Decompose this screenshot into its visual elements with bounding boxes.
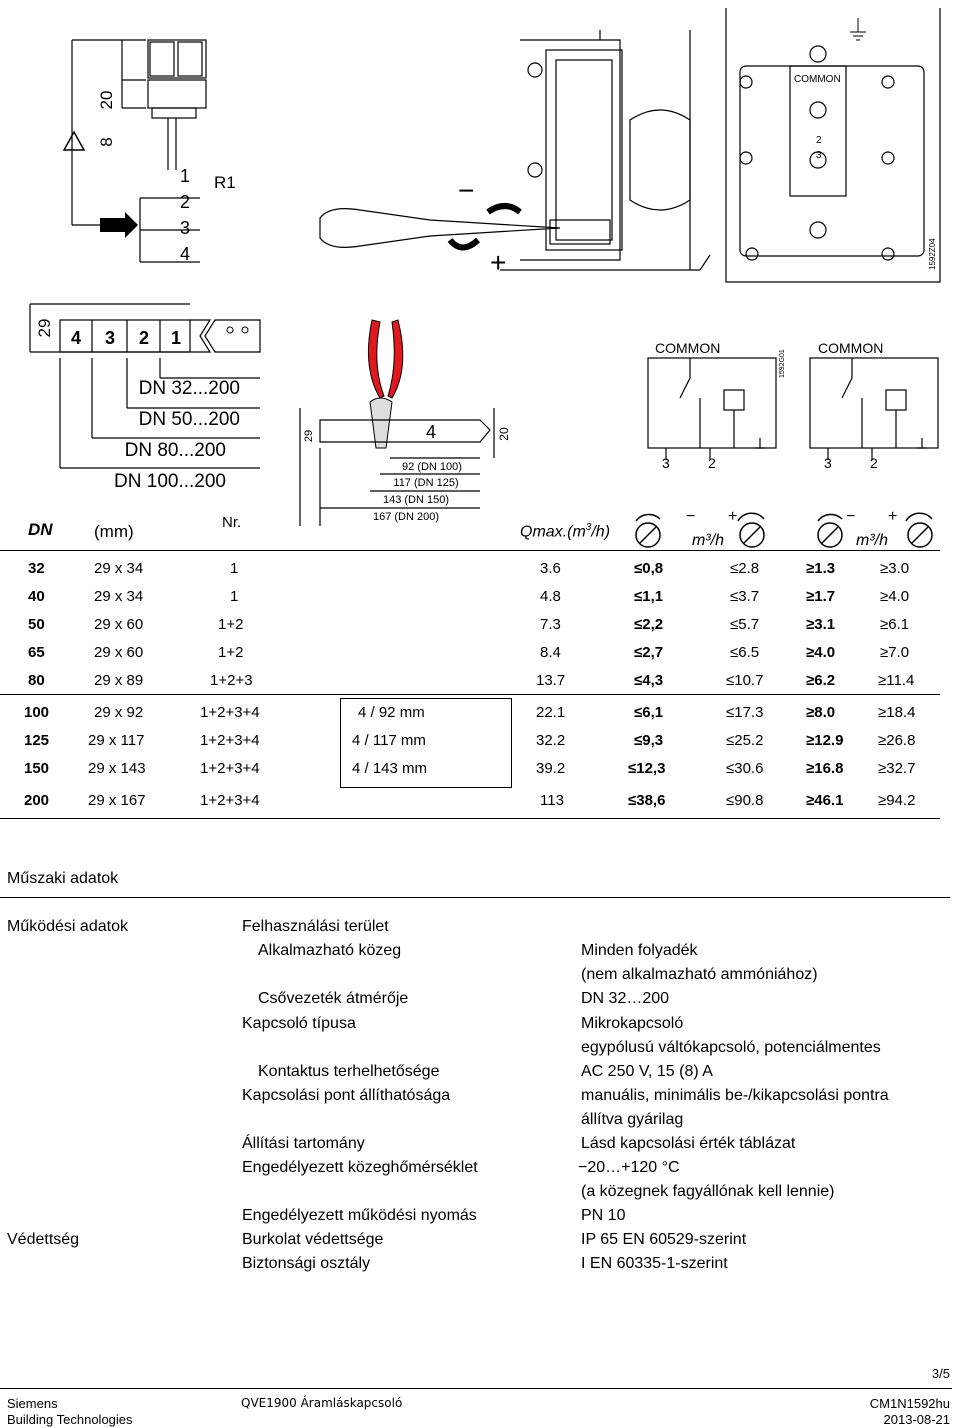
spec-label: Csővezeték átmérője (258, 990, 409, 1007)
spec-label: Alkalmazható közeg (258, 942, 402, 959)
cell-mm: 29 x 92 (94, 704, 144, 721)
cell-max-on: ≥94.2 (878, 792, 916, 809)
table-row (0, 640, 960, 668)
spec-label: Állítási tartomány (242, 1135, 365, 1152)
fig-label-r1: R1 (214, 173, 236, 192)
cell-dn: 65 (28, 644, 45, 661)
cell-min-off: ≤2,2 (634, 616, 664, 633)
paddle-2: 2 (138, 328, 150, 348)
cell-mm: 29 x 60 (94, 644, 144, 661)
cell-mm: 29 x 117 (88, 732, 145, 749)
dn-range-1: DN 32...200 (138, 378, 240, 399)
cell-len: 4 / 143 mm (352, 760, 428, 777)
table-row (0, 668, 960, 696)
cell-min-off: ≤6,1 (634, 704, 664, 721)
cell-max-on: ≥26.8 (878, 732, 916, 749)
fig-minus: − (458, 175, 475, 206)
term-right-2: 2 (870, 455, 878, 471)
cell-dn: 50 (28, 616, 45, 633)
cell-qmax: 8.4 (540, 644, 561, 661)
fig-label-8: 8 (97, 137, 116, 147)
header-m3h-2: m³/h (856, 532, 888, 549)
dn-range-4: DN 100...200 (114, 471, 226, 492)
cell-min-off: ≤2,7 (634, 644, 664, 661)
cell-nr: 1+2+3+4 (200, 732, 260, 749)
cell-qmax: 22.1 (536, 704, 566, 721)
cell-max-on: ≥6.1 (880, 616, 910, 633)
table-row (0, 584, 960, 612)
spec-value: egypólusú váltókapcsoló, potenciálmentes (581, 1039, 881, 1056)
cell-max-off: ≤17.3 (726, 704, 764, 721)
cell-max-on: ≥11.4 (878, 672, 915, 689)
cell-max-on: ≥4.0 (880, 588, 910, 605)
mounting-figure-top (0, 0, 960, 300)
fig-label-3: 3 (180, 218, 191, 238)
cell-max-on: ≥18.4 (878, 704, 916, 721)
cell-min-on: ≥16.8 (806, 760, 844, 777)
header-dn: DN (28, 520, 53, 539)
cell-max-off: ≤30.6 (726, 760, 764, 777)
table-divider (0, 694, 940, 695)
cell-max-off: ≤6.5 (730, 644, 760, 661)
cell-qmax: 4.8 (540, 588, 561, 605)
header-qmax: $Qmax.(m^3/h)$ (520, 522, 611, 541)
cell-qmax: 32.2 (536, 732, 566, 749)
spec-label: Felhasználási terület (242, 918, 389, 935)
common-left: COMMON (655, 340, 721, 356)
cell-qmax: 13.7 (536, 672, 566, 689)
table-top-rule (0, 550, 940, 551)
cell-min-on: ≥46.1 (806, 792, 844, 809)
spec-group-label: Védettség (7, 1231, 80, 1248)
length-dn100: 92 (DN 100) (402, 461, 462, 473)
spec-label: Kontaktus terhelhetősége (258, 1063, 440, 1080)
length-dn125: 117 (DN 125) (393, 477, 459, 489)
footer-date: 2013-08-21 (883, 1412, 950, 1427)
cell-qmax: 7.3 (540, 616, 561, 633)
pliers-paddle-4: 4 (426, 422, 437, 442)
cell-min-on: ≥3.1 (806, 616, 836, 633)
cell-len: 4 / 117 mm (352, 732, 426, 749)
svg-text:!: ! (70, 137, 74, 151)
cell-max-off: ≤10.7 (726, 672, 764, 689)
cell-mm: 29 x 60 (94, 616, 144, 633)
cell-mm: 29 x 34 (94, 560, 144, 577)
cell-dn: 200 (24, 792, 50, 809)
cell-len: 4 / 92 mm (358, 704, 425, 721)
cell-min-off: ≤12,3 (628, 760, 666, 777)
mounting-figure-mid (0, 298, 960, 528)
spec-value: PN 10 (581, 1207, 626, 1224)
header-plus-2: + (888, 508, 898, 525)
spec-value: Lásd kapcsolási érték táblázat (581, 1135, 796, 1152)
fig-label-4: 4 (180, 244, 191, 264)
table-row (0, 788, 960, 816)
adjust-screws (630, 505, 950, 555)
cell-dn: 100 (24, 704, 50, 721)
cell-min-off: ≤9,3 (634, 732, 664, 749)
header-mm: (mm) (94, 522, 134, 541)
cell-min-on: ≥6.2 (806, 672, 836, 689)
section-rule (0, 897, 950, 898)
footer-doc-number: CM1N1592hu (869, 1396, 950, 1411)
cell-min-on: ≥4.0 (806, 644, 836, 661)
cell-max-on: ≥3.0 (880, 560, 910, 577)
page-number: 3/5 (931, 1366, 950, 1381)
cell-dn: 80 (28, 672, 45, 689)
cell-nr: 1+2+3 (210, 672, 253, 689)
insert-arrow-icon (100, 212, 138, 238)
section-title: Műszaki adatok (7, 870, 119, 887)
spec-value: (nem alkalmazható ammóniához) (581, 966, 818, 983)
spec-value: (a közegnek fagyállónak kell lennie) (581, 1183, 835, 1200)
cell-min-off: ≤0,8 (634, 560, 664, 577)
footer-division: Building Technologies (7, 1412, 133, 1427)
cell-dn: 150 (24, 760, 50, 777)
cell-max-on: ≥7.0 (880, 644, 910, 661)
term-right-3: 3 (824, 455, 832, 471)
fig-term-2: 2 (816, 135, 822, 146)
common-right: COMMON (818, 340, 884, 356)
spec-value: manuális, minimális be-/kikapcsolási pontra (581, 1087, 889, 1104)
cell-min-off: ≤4,3 (634, 672, 664, 689)
spec-label: Biztonsági osztály (242, 1255, 371, 1272)
table-row (0, 556, 960, 584)
cell-qmax: 3.6 (540, 560, 561, 577)
length-dn200: 167 (DN 200) (372, 511, 440, 523)
spec-value: állítva gyárilag (581, 1111, 684, 1128)
warning-icon (64, 132, 84, 150)
cell-qmax: 39.2 (536, 760, 566, 777)
cell-min-off: ≤1,1 (634, 588, 664, 605)
cell-mm: 29 x 89 (94, 672, 144, 689)
header-m3h-1: m³/h (692, 532, 724, 549)
cell-dn: 125 (24, 732, 50, 749)
spec-value: Mikrokapcsoló (581, 1015, 684, 1032)
cell-nr: 1+2 (218, 644, 244, 661)
spec-label: Engedélyezett működési nyomás (242, 1207, 477, 1224)
cell-max-off: ≤90.8 (726, 792, 764, 809)
cell-min-on: ≥8.0 (806, 704, 836, 721)
spec-label: Engedélyezett közeghőmérséklet (242, 1159, 478, 1176)
header-nr: Nr. (222, 514, 242, 531)
paddle-4: 4 (70, 328, 82, 348)
fig-plus: + (490, 247, 507, 278)
length-dn150: 143 (DN 150) (382, 494, 450, 506)
cell-mm: 29 x 167 (88, 792, 146, 809)
mid-dim-29: 29 (35, 318, 54, 338)
spec-label: Kapcsolási pont állíthatósága (242, 1087, 451, 1104)
svg-text:29: 29 (303, 429, 315, 443)
cell-nr: 1 (230, 560, 239, 577)
spec-label: Burkolat védettsége (242, 1231, 384, 1248)
mid-dim-20: 20 (497, 427, 511, 441)
cell-mm: 29 x 34 (94, 588, 144, 605)
dn-range-3: DN 80...200 (124, 440, 226, 461)
fig-label-20: 20 (97, 90, 116, 110)
spec-value: DN 32…200 (581, 990, 670, 1007)
header-plus-1: + (728, 508, 738, 525)
paddle-1: 1 (170, 328, 182, 348)
table-row (0, 612, 960, 640)
footer-rule (0, 1388, 952, 1389)
cell-nr: 1 (230, 588, 239, 605)
cell-nr: 1+2+3+4 (200, 704, 260, 721)
footer-company: Siemens (7, 1396, 58, 1411)
header-minus-2: − (846, 508, 856, 525)
footer-product: QVE1900 Áramláskapcsoló (241, 1396, 403, 1410)
spec-group-label: Működési adatok (7, 918, 128, 935)
table-bottom-rule (0, 818, 940, 819)
spec-label: Kapcsoló típusa (242, 1015, 356, 1032)
ground-icon (850, 18, 866, 40)
term-left-2: 2 (708, 455, 716, 471)
cell-min-on: ≥1.3 (806, 560, 836, 577)
cell-min-off: ≤38,6 (628, 792, 666, 809)
dn-range-2: DN 50...200 (138, 409, 240, 430)
length-box (340, 698, 512, 788)
fig-label-2: 2 (180, 192, 191, 212)
cell-nr: 1+2+3+4 (200, 760, 260, 777)
cell-dn: 32 (28, 560, 45, 577)
fig-code-1592z04: 1592Z04 (928, 238, 937, 270)
cell-max-off: ≤3.7 (730, 588, 760, 605)
cell-min-on: ≥1.7 (806, 588, 836, 605)
cell-mm: 29 x 143 (88, 760, 146, 777)
fig-common: COMMON (794, 74, 841, 85)
cell-max-on: ≥32.7 (878, 760, 916, 777)
spec-value: I EN 60335-1-szerint (581, 1255, 728, 1272)
code-1592g01: 1592G01 (779, 349, 786, 378)
screwdriver-icon (320, 209, 560, 248)
cell-max-off: ≤2.8 (730, 560, 760, 577)
fig-term-3: 3 (816, 150, 822, 161)
header-minus-1: − (686, 508, 696, 525)
cell-max-off: ≤25.2 (726, 732, 764, 749)
cell-dn: 40 (28, 588, 45, 605)
spec-value: −20…+120 °C (578, 1159, 680, 1176)
spec-value: IP 65 EN 60529-szerint (581, 1231, 747, 1248)
cell-nr: 1+2+3+4 (200, 792, 260, 809)
cell-qmax: 113 (540, 792, 564, 809)
spec-value: Minden folyadék (581, 942, 698, 959)
cell-nr: 1+2 (218, 616, 244, 633)
term-left-3: 3 (662, 455, 670, 471)
pliers-icon (368, 320, 384, 398)
spec-value: AC 250 V, 15 (8) A (581, 1063, 713, 1080)
paddle-3: 3 (104, 328, 116, 348)
fig-label-1: 1 (180, 166, 191, 186)
cell-max-off: ≤5.7 (730, 616, 760, 633)
cell-min-on: ≥12.9 (806, 732, 844, 749)
